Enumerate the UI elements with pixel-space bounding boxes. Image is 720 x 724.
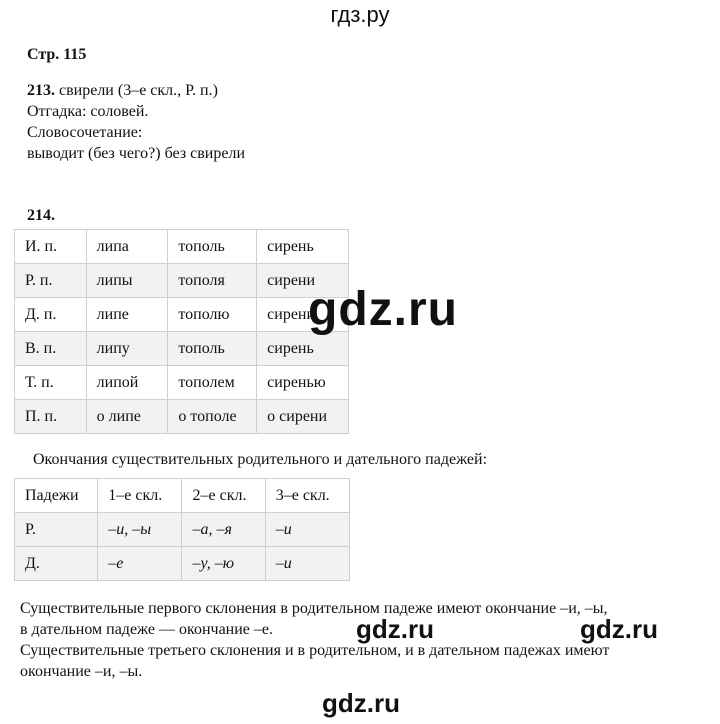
exercise-213-phrase-label: Словосочетание: xyxy=(27,124,143,141)
watermark-mid-left: gdz.ru xyxy=(356,614,434,644)
table-cell: сирень xyxy=(257,230,349,264)
table-cell: Р. xyxy=(15,513,98,547)
table-row xyxy=(15,400,349,434)
table-row xyxy=(15,264,349,298)
conclusion-line-3: Существительные третьего склонения и в родительном, и в дательном падежах имеют xyxy=(20,642,610,659)
table-cell: Д. xyxy=(15,547,98,581)
site-header[interactable]: гдз.ру xyxy=(330,2,390,27)
conclusion xyxy=(20,598,609,682)
table-cell: сирень xyxy=(257,332,349,366)
exercise-213-number: 213. xyxy=(27,82,55,99)
table-cell: тополя xyxy=(168,264,257,298)
table-cell: –и xyxy=(265,513,349,547)
exercise-214-number: 214. xyxy=(27,207,55,224)
exercise-213-riddle-answer: Отгадка: соловей. xyxy=(27,103,149,120)
exercise-213-phrase: выводит (без чего?) без свирели xyxy=(27,145,246,162)
table-cell: о липе xyxy=(86,400,168,434)
table-cell: П. п. xyxy=(15,400,87,434)
conclusion-line-4: окончание –и, –ы. xyxy=(20,663,143,680)
table-cell: тополю xyxy=(168,298,257,332)
table-cell: липы xyxy=(86,264,168,298)
table-cell: И. п. xyxy=(15,230,87,264)
table-cell: липой xyxy=(86,366,168,400)
table-header-cell: Падежи xyxy=(15,479,98,513)
table-row xyxy=(15,547,350,581)
table-header-cell: 2–е скл. xyxy=(182,479,265,513)
table-cell: –е xyxy=(98,547,182,581)
table-row xyxy=(15,366,349,400)
table-cell: тополем xyxy=(168,366,257,400)
table-cell: –и, –ы xyxy=(98,513,182,547)
table-cell: сиренью xyxy=(257,366,349,400)
table-cell: –и xyxy=(265,547,349,581)
table-cell: сирени xyxy=(257,298,349,332)
watermark-bottom: gdz.ru xyxy=(322,688,400,718)
table-row xyxy=(15,230,349,264)
table-cell: липе xyxy=(86,298,168,332)
watermark-mid-right: gdz.ru xyxy=(580,614,658,644)
table-header-cell: 3–е скл. xyxy=(265,479,349,513)
table-cell: Д. п. xyxy=(15,298,87,332)
table-header-cell: 1–е скл. xyxy=(98,479,182,513)
table-row xyxy=(15,513,350,547)
table-cell: Р. п. xyxy=(15,264,87,298)
table-cell: В. п. xyxy=(15,332,87,366)
exercise-213-answer: свирели (3–е скл., Р. п.) xyxy=(55,82,218,99)
endings-table xyxy=(14,478,350,581)
table-cell: сирени xyxy=(257,264,349,298)
table-cell: тополь xyxy=(168,230,257,264)
table-row xyxy=(15,298,349,332)
conclusion-line-2: в дательном падеже — окончание –е. xyxy=(20,621,273,638)
exercise-213-line-1 xyxy=(27,80,245,101)
table-row xyxy=(15,332,349,366)
table-cell: тополь xyxy=(168,332,257,366)
table-header-row xyxy=(15,479,350,513)
case-declension-table xyxy=(14,229,349,434)
table-cell: о тополе xyxy=(168,400,257,434)
table-cell: Т. п. xyxy=(15,366,87,400)
table-cell: –а, –я xyxy=(182,513,265,547)
page-reference: Стр. 115 xyxy=(27,46,87,63)
exercise-213 xyxy=(27,80,245,164)
table-cell: липу xyxy=(86,332,168,366)
table-cell: липа xyxy=(86,230,168,264)
endings-heading: Окончания существительных родительного и дательного падежей: xyxy=(33,451,488,468)
conclusion-line-1: Существительные первого склонения в родительном падеже имеют окончание –и, –ы, xyxy=(20,600,608,617)
table-cell: –у, –ю xyxy=(182,547,265,581)
table-cell: о сирени xyxy=(257,400,349,434)
watermark-center: gdz.ru xyxy=(308,283,458,336)
